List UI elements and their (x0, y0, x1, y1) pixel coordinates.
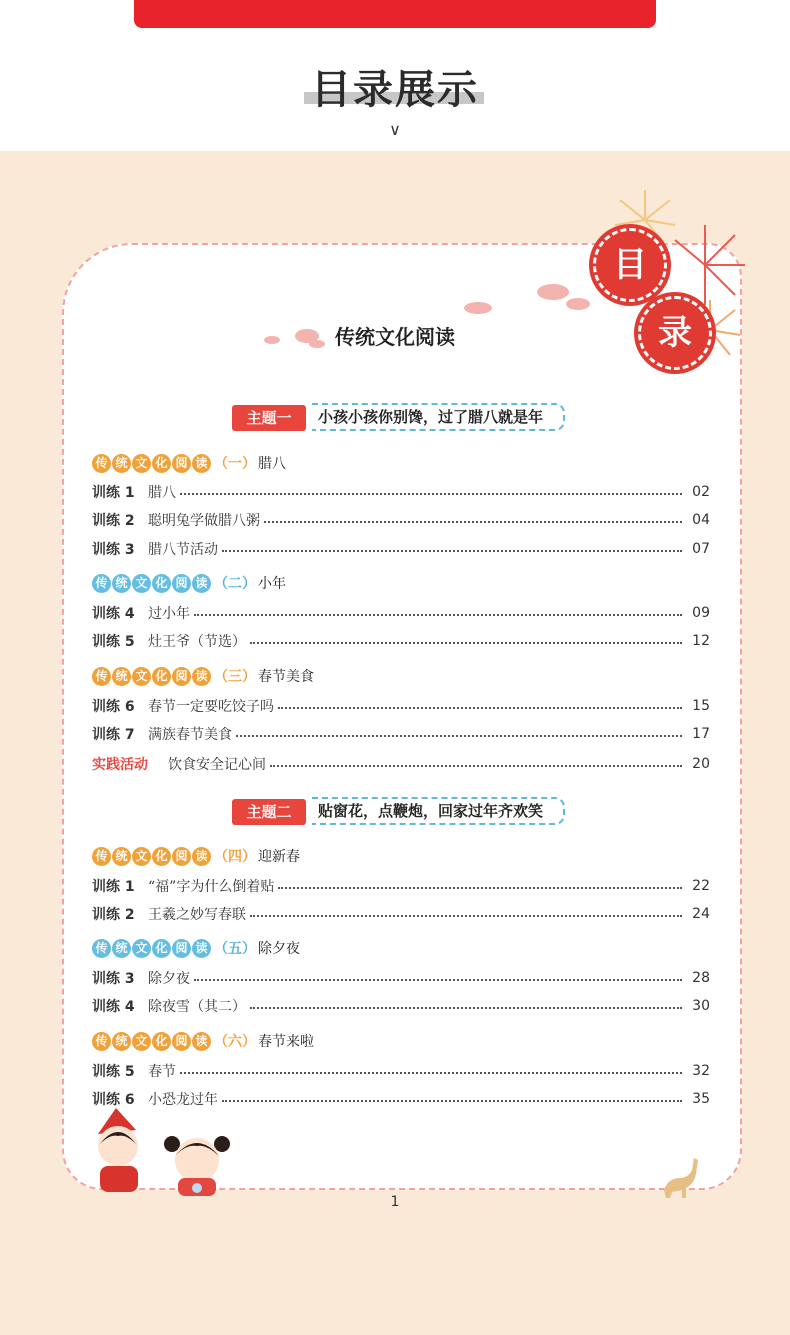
entry-label: 训练 5 (92, 634, 135, 650)
section-name: 春节美食 (258, 669, 314, 685)
section-char: 统 (112, 847, 131, 866)
entry-label: 训练 2 (92, 907, 135, 923)
entry-label: 训练 6 (92, 699, 135, 715)
section-number: （四） (214, 849, 256, 865)
entry-page: 22 (692, 878, 710, 894)
section-char: 阅 (172, 574, 191, 593)
entry-label: 训练 1 (92, 485, 135, 501)
section-char: 阅 (172, 1032, 191, 1051)
entry-title: “福”字为什么倒着贴 (148, 879, 275, 895)
section-name: 迎新春 (258, 849, 300, 865)
entry-label: 实践活动 (92, 757, 148, 773)
entry-page: 20 (692, 756, 710, 772)
entry-page: 28 (692, 970, 710, 986)
section-char: 文 (132, 847, 151, 866)
entry-page: 02 (692, 484, 710, 500)
entry-label: 训练 3 (92, 971, 135, 987)
entry-title: 聪明兔学做腊八粥 (148, 513, 260, 529)
section-name: 腊八 (258, 456, 286, 472)
section-char: 化 (152, 454, 171, 473)
theme-label: 主题一 (232, 405, 306, 431)
cloud-decoration-right (458, 276, 608, 326)
section-char: 文 (132, 574, 151, 593)
deer-decoration (658, 1150, 702, 1200)
entry-title: 腊八节活动 (148, 542, 218, 558)
leader-dots (180, 1072, 682, 1074)
section-head[interactable] (92, 937, 300, 959)
entry-page: 12 (692, 633, 710, 649)
toc-entry[interactable] (92, 482, 710, 502)
section-char: 化 (152, 574, 171, 593)
entry-title: 除夕夜 (148, 971, 190, 987)
leader-dots (264, 521, 682, 523)
toc-entry[interactable] (92, 510, 710, 530)
leader-dots (278, 887, 682, 889)
toc-entry[interactable] (92, 754, 710, 774)
section-char: 传 (92, 939, 111, 958)
section-char: 化 (152, 847, 171, 866)
leader-dots (194, 614, 682, 616)
section-number: （一） (214, 456, 256, 472)
leader-dots (250, 642, 682, 644)
leader-dots (194, 979, 682, 981)
section-char: 统 (112, 1032, 131, 1051)
entry-label: 训练 7 (92, 727, 135, 743)
section-char: 文 (132, 1032, 151, 1051)
toc-entry[interactable] (92, 904, 710, 924)
entry-page: 24 (692, 906, 710, 922)
page-number: 1 (390, 1194, 400, 1210)
leader-dots (180, 493, 682, 495)
section-char: 读 (192, 847, 211, 866)
entry-page: 17 (692, 726, 710, 742)
section-char: 化 (152, 1032, 171, 1051)
theme-tag-2 (232, 797, 577, 825)
section-char: 统 (112, 454, 131, 473)
section-char: 统 (112, 939, 131, 958)
toc-entry[interactable] (92, 631, 710, 651)
toc-entry[interactable] (92, 876, 710, 896)
section-char: 传 (92, 454, 111, 473)
section-char: 传 (92, 847, 111, 866)
leader-dots (222, 1100, 682, 1102)
leader-dots (250, 915, 682, 917)
toc-entry[interactable] (92, 724, 710, 744)
section-char: 统 (112, 667, 131, 686)
entry-page: 09 (692, 605, 710, 621)
entry-title: 过小年 (148, 606, 190, 622)
toc-entry[interactable] (92, 696, 710, 716)
section-char: 文 (132, 939, 151, 958)
entry-page: 07 (692, 541, 710, 557)
entry-title: 王羲之妙写春联 (148, 907, 246, 923)
section-char: 阅 (172, 454, 191, 473)
section-char: 阅 (172, 939, 191, 958)
entry-title: 灶王爷（节选） (148, 634, 246, 650)
section-char: 传 (92, 667, 111, 686)
section-head[interactable] (92, 1030, 314, 1052)
toc-entry[interactable] (92, 1061, 710, 1081)
children-illustration (86, 1104, 236, 1198)
entry-label: 训练 4 (92, 606, 135, 622)
section-char: 传 (92, 574, 111, 593)
entry-label: 训练 4 (92, 999, 135, 1015)
theme-text: 贴窗花，点鞭炮，回家过年齐欢笑 (312, 797, 565, 825)
entry-label: 训练 5 (92, 1064, 135, 1080)
section-char: 阅 (172, 847, 191, 866)
toc-entry[interactable] (92, 996, 710, 1016)
section-char: 读 (192, 1032, 211, 1051)
section-number: （三） (214, 669, 256, 685)
leader-dots (222, 550, 682, 552)
section-char: 统 (112, 574, 131, 593)
entry-title: 饮食安全记心间 (168, 757, 266, 773)
toc-entry[interactable] (92, 539, 710, 559)
entry-label: 训练 1 (92, 879, 135, 895)
leader-dots (236, 735, 682, 737)
section-head[interactable] (92, 452, 286, 474)
section-char: 文 (132, 667, 151, 686)
entry-title: 除夜雪（其二） (148, 999, 246, 1015)
section-char: 读 (192, 454, 211, 473)
leader-dots (250, 1007, 682, 1009)
section-head[interactable] (92, 572, 286, 594)
entry-title: 满族春节美食 (148, 727, 232, 743)
entry-title: 春节一定要吃饺子吗 (148, 699, 274, 715)
section-name: 除夕夜 (258, 941, 300, 957)
theme-text: 小孩小孩你别馋，过了腊八就是年 (312, 403, 565, 431)
heading-wrap (0, 58, 790, 115)
top-banner (134, 0, 656, 28)
section-name: 春节来啦 (258, 1034, 314, 1050)
lu-badge: 录 (638, 296, 712, 370)
entry-page: 04 (692, 512, 710, 528)
section-char: 读 (192, 939, 211, 958)
section-number: （二） (214, 576, 256, 592)
section-number: （六） (214, 1034, 256, 1050)
section-char: 读 (192, 667, 211, 686)
page-heading: 目录展示 (311, 67, 479, 113)
theme-tag-1 (232, 403, 577, 431)
entry-label: 训练 3 (92, 542, 135, 558)
section-name: 小年 (258, 576, 286, 592)
leader-dots (270, 765, 682, 767)
section-char: 化 (152, 939, 171, 958)
entry-page: 30 (692, 998, 710, 1014)
section-head[interactable] (92, 665, 314, 687)
toc-entry[interactable] (92, 968, 710, 988)
entry-page: 32 (692, 1063, 710, 1079)
section-char: 文 (132, 454, 151, 473)
chevron-down-icon[interactable]: ∨ (389, 120, 401, 139)
entry-title: 腊八 (148, 485, 176, 501)
section-char: 化 (152, 667, 171, 686)
section-char: 传 (92, 1032, 111, 1051)
section-head[interactable] (92, 845, 300, 867)
theme-label: 主题二 (232, 799, 306, 825)
entry-title: 春节 (148, 1064, 176, 1080)
entry-page: 15 (692, 698, 710, 714)
entry-label: 训练 2 (92, 513, 135, 529)
entry-page: 35 (692, 1091, 710, 1107)
section-number: （五） (214, 941, 256, 957)
entry-title: 小恐龙过年 (148, 1092, 218, 1108)
section-char: 读 (192, 574, 211, 593)
entry-label: 训练 6 (92, 1092, 135, 1108)
toc-title: 传统文化阅读 (335, 325, 455, 349)
mu-badge: 目 (593, 228, 667, 302)
toc-entry[interactable] (92, 603, 710, 623)
leader-dots (278, 707, 682, 709)
section-char: 阅 (172, 667, 191, 686)
